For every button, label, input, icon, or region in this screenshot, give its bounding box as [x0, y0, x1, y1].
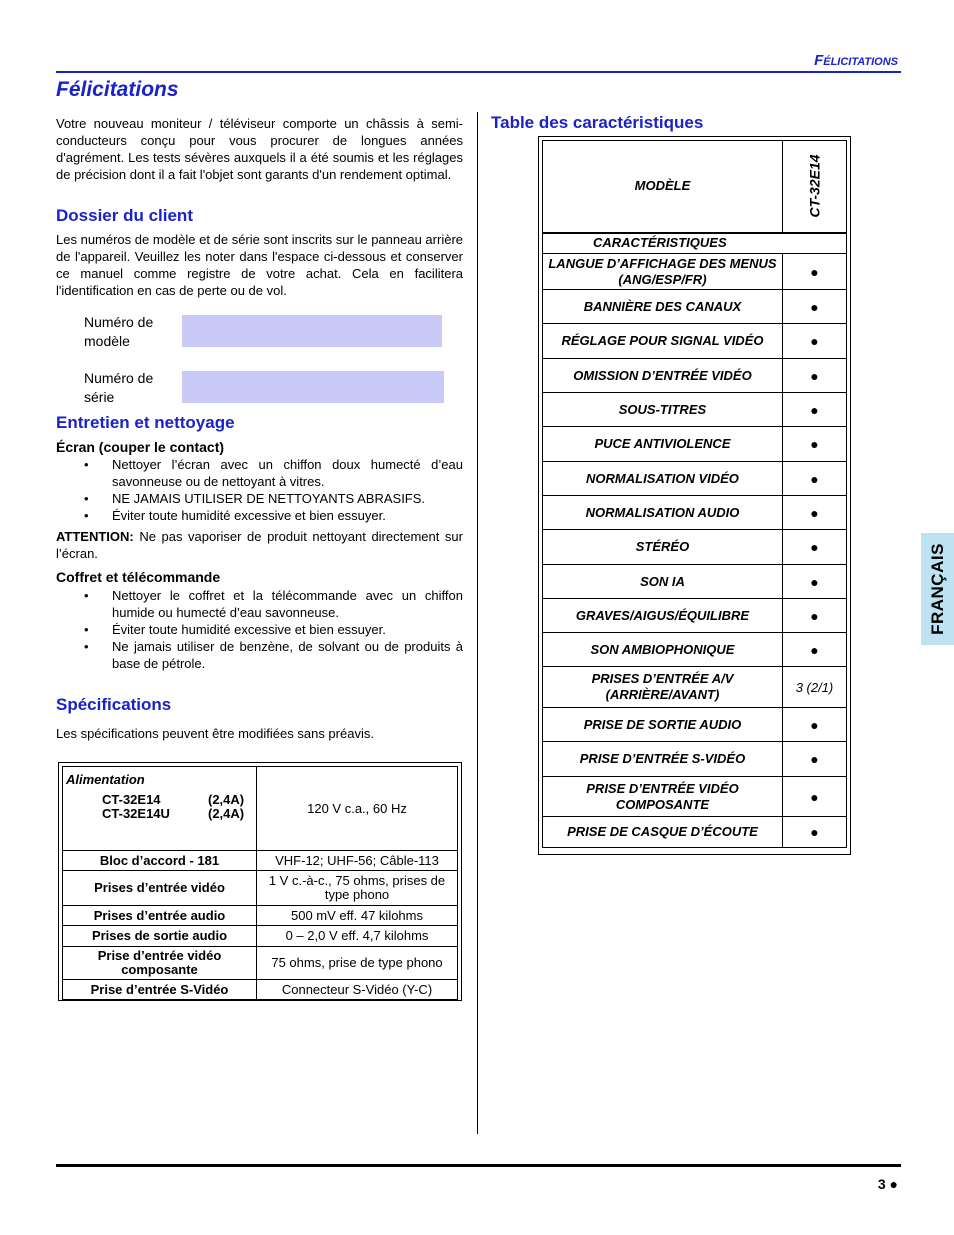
feature-label: OMISSION D’ENTRÉE VIDÉO — [543, 359, 783, 393]
feature-value: ● — [782, 393, 846, 427]
serial-number-field[interactable] — [182, 371, 444, 403]
page-number: 3 ● — [877, 1176, 898, 1192]
table-row — [543, 599, 847, 633]
feature-value: ● — [782, 462, 846, 496]
list-item: • Nettoyer l’écran avec un chiffon doux humecté d’eau savonneuse ou de nettoyant à vitres. — [56, 456, 463, 490]
feature-label: PRISES D’ENTRÉE A/V (ARRIÈRE/AVANT) — [543, 667, 783, 708]
feature-value: ● — [782, 565, 846, 599]
list-item: • Éviter toute humidité excessive et bien essuyer. — [56, 621, 463, 638]
feature-value: ● — [782, 359, 846, 393]
feature-label: NORMALISATION AUDIO — [543, 496, 783, 530]
ecran-heading: Écran (couper le contact) — [56, 439, 225, 455]
feature-value: ● — [782, 708, 846, 742]
attention-paragraph: ATTENTION: Ne pas vaporiser de produit nettoyant directement sur l’écran. — [56, 529, 463, 561]
spec-value: Connecteur S-Vidéo (Y-C) — [257, 980, 458, 1000]
feature-value: ● — [782, 599, 846, 633]
feature-label: RÉGLAGE POUR SIGNAL VIDÉO — [543, 324, 783, 359]
spec-table — [62, 766, 458, 1000]
spec-label: Prises d’entrée vidéo — [63, 871, 257, 906]
spec-label: Prise d’entrée S-Vidéo — [63, 980, 257, 1000]
power-cell — [63, 767, 257, 851]
characteristics-heading: Table des caractéristiques — [491, 113, 704, 132]
spec-label: Prises de sortie audio — [63, 926, 257, 947]
feature-label: PUCE ANTIVIOLENCE — [543, 427, 783, 462]
list-item: • Nettoyer le coffret et la télécommande avec un chiffon humide ou humecté d’eau savonneuse. — [56, 587, 463, 621]
model-header: MODÈLE — [543, 141, 783, 233]
feature-label: PRISE D’ENTRÉE S-VIDÉO — [543, 742, 783, 777]
feature-label: GRAVES/AIGUS/ÉQUILIBRE — [543, 599, 783, 633]
table-row — [543, 565, 847, 599]
footer-rule — [56, 1164, 901, 1167]
column-divider — [477, 112, 478, 1134]
table-row — [543, 141, 847, 233]
spec-value: 0 – 2,0 V eff. 4,7 kilohms — [257, 926, 458, 947]
table-row — [63, 947, 458, 980]
table-row — [543, 462, 847, 496]
coffret-heading: Coffret et télécommande — [56, 569, 221, 585]
table-row — [63, 871, 458, 906]
table-row — [63, 926, 458, 947]
table-row — [543, 324, 847, 359]
table-row — [543, 359, 847, 393]
spec-label: Bloc d’accord - 181 — [63, 851, 257, 871]
table-row — [543, 427, 847, 462]
table-row — [543, 817, 847, 848]
power-model-row: CT-32E14 (2,4A) — [102, 792, 245, 807]
power-label: Alimentation — [66, 772, 145, 787]
language-tab-label: FRANÇAIS — [927, 543, 947, 635]
model-number-field[interactable] — [182, 315, 442, 347]
feature-value: ● — [782, 290, 846, 324]
table-row — [543, 530, 847, 565]
list-item: • Éviter toute humidité excessive et bien essuyer. — [56, 507, 463, 524]
list-item: • NE JAMAIS UTILISER DE NETTOYANTS ABRASIFS. — [56, 490, 463, 507]
feature-value: ● — [782, 777, 846, 817]
running-header: Félicitations — [814, 52, 898, 69]
table-row — [543, 393, 847, 427]
feature-label: PRISE D’ENTRÉE VIDÉO COMPOSANTE — [543, 777, 783, 817]
coffret-list — [56, 587, 463, 672]
feature-label: PRISE DE SORTIE AUDIO — [543, 708, 783, 742]
dossier-heading: Dossier du client — [56, 206, 193, 225]
header-rule — [56, 71, 901, 73]
table-row — [543, 633, 847, 667]
model-name: CT-32E14 — [806, 154, 823, 218]
table-row — [543, 496, 847, 530]
table-row — [63, 980, 458, 1000]
table-row — [63, 851, 458, 871]
model-name-cell — [782, 141, 846, 233]
spec-value: 1 V c.-à-c., 75 ohms, prises de type phono — [257, 871, 458, 906]
intro-paragraph: Votre nouveau moniteur / téléviseur comporte un châssis à semi-conducteurs conçu pour vous procurer de longues années d'agrément. Les tests sévères auxquels il a été soumis et les réglages de précision dont il a fait l'objet sont garants d'un rendement optimal. — [56, 116, 463, 182]
table-row — [63, 906, 458, 926]
table-row — [543, 254, 847, 290]
spec-value: VHF-12; UHF-56; Câble-113 — [257, 851, 458, 871]
feature-value: ● — [782, 633, 846, 667]
characteristics-table — [542, 140, 847, 848]
table-row — [543, 708, 847, 742]
spec-value: 500 mV eff. 47 kilohms — [257, 906, 458, 926]
feature-value: ● — [782, 427, 846, 462]
power-model-row: CT-32E14U (2,4A) — [102, 806, 245, 821]
feature-value: ● — [782, 530, 846, 565]
language-tab — [921, 533, 954, 645]
features-header: CARACTÉRISTIQUES — [543, 233, 847, 254]
table-row — [543, 233, 847, 254]
serial-number-label: Numéro de série — [84, 370, 154, 405]
spec-label: Prises d’entrée audio — [63, 906, 257, 926]
feature-label: SON AMBIOPHONIQUE — [543, 633, 783, 667]
power-value: 120 V c.a., 60 Hz — [257, 767, 458, 851]
feature-label: LANGUE D’AFFICHAGE DES MENUS (ANG/ESP/FR) — [543, 254, 783, 290]
feature-label: BANNIÈRE DES CANAUX — [543, 290, 783, 324]
feature-label: STÉRÉO — [543, 530, 783, 565]
feature-label: SON IA — [543, 565, 783, 599]
entretien-heading: Entretien et nettoyage — [56, 413, 235, 432]
dossier-paragraph: Les numéros de modèle et de série sont inscrits sur le panneau arrière de l'appareil. Veuillez les noter dans l'espace ci-dessous et conserver ce manuel comme registre de votre achat. Cela en facilitera l'identification en cas de perte ou de vol. — [56, 232, 463, 298]
table-row — [543, 742, 847, 777]
spec-value: 75 ohms, prise de type phono — [257, 947, 458, 980]
page-title: Félicitations — [56, 78, 179, 101]
specifications-heading: Spécifications — [56, 695, 172, 714]
feature-value: ● — [782, 324, 846, 359]
model-number-label: Numéro de modèle — [84, 314, 154, 349]
ecran-list — [56, 456, 463, 524]
spec-label: Prise d’entrée vidéo composante — [63, 947, 257, 980]
feature-value: ● — [782, 254, 846, 290]
table-row — [63, 767, 458, 851]
list-item: • Ne jamais utiliser de benzène, de solvant ou de produits à base de pétrole. — [56, 638, 463, 672]
feature-value: ● — [782, 742, 846, 777]
feature-value: 3 (2/1) — [782, 667, 846, 708]
feature-value: ● — [782, 496, 846, 530]
table-row — [543, 667, 847, 708]
table-row — [543, 777, 847, 817]
feature-label: SOUS-TITRES — [543, 393, 783, 427]
specifications-note: Les spécifications peuvent être modifiées sans préavis. — [56, 726, 374, 741]
feature-label: NORMALISATION VIDÉO — [543, 462, 783, 496]
feature-label: PRISE DE CASQUE D’ÉCOUTE — [543, 817, 783, 848]
table-row — [543, 290, 847, 324]
feature-value: ● — [782, 817, 846, 848]
